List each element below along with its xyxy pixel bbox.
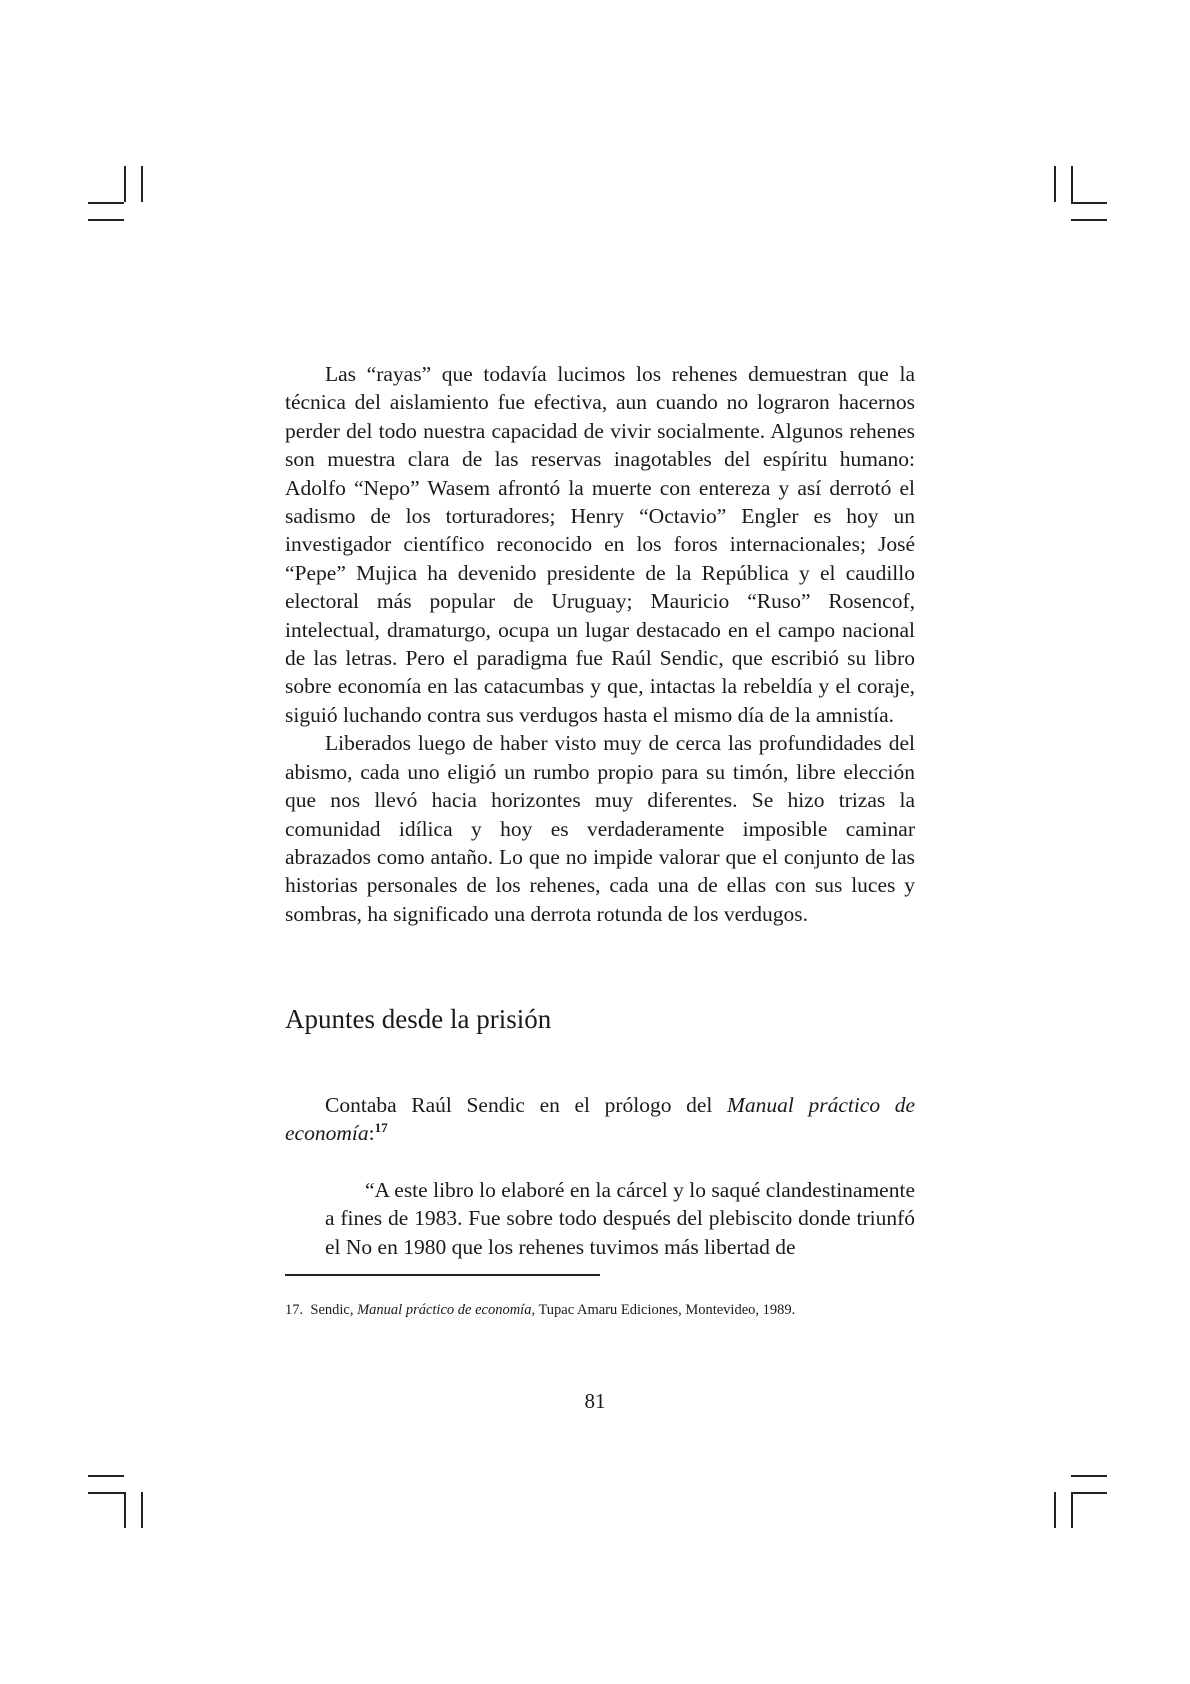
crop-mark-top-left-h2 xyxy=(88,219,124,221)
crop-mark-top-left-h xyxy=(88,202,124,204)
crop-mark-bottom-left-h2 xyxy=(88,1475,124,1477)
footnote-number: 17. xyxy=(285,1302,304,1318)
crop-mark-bottom-left-v1 xyxy=(124,1492,126,1528)
crop-mark-top-right-v2 xyxy=(1071,166,1073,202)
body-paragraph-2: Liberados luego de haber visto muy de cerca las profundidades del abismo, cada uno eligió un rumbo propio para su timón, libre elección que nos llevó hacia horizontes muy diferentes. Se hizo trizas la comunidad idílica y hoy es verdaderamente imposible caminar abrazados como antaño. Lo que no impide valorar que el conjunto de las historias personales de los rehenes, cada una de ellas con sus luces y sombras, ha significado una derrota rotunda de los verdugos. xyxy=(285,731,915,926)
page-number: 81 xyxy=(584,1389,606,1413)
footnote-title: Manual práctico de economía xyxy=(357,1302,532,1318)
crop-mark-bottom-right-v2 xyxy=(1071,1492,1073,1528)
footnote-rest: , Tupac Amaru Ediciones, Montevideo, 1989. xyxy=(531,1302,796,1318)
intro-colon: : xyxy=(368,1121,375,1146)
section-intro xyxy=(285,1091,915,1148)
body-paragraph-1: Las “rayas” que todavía lucimos los rehenes demuestran que la técnica del aislamiento fue efectiva, aun cuando no lograron hacernos perder del todo nuestra capacidad de vivir socialmente. Algunos rehenes son muestra clara de las reservas inagotables del espíritu humano: Adolfo “Nepo” Wasem afrontó la muerte con entereza y así derrotó el sadismo de los torturadores; Henry “Octavio” Engler es hoy un investigador científico reconocido en los foros internacionales; José “Pepe” Mujica ha devenido presidente de la República y el caudillo electoral más popular de Uruguay; Mauricio “Ruso” Rosencof, intelectual, dramaturgo, ocupa un lugar destacado en el campo nacional de las letras. Pero el paradigma fue Raúl Sendic, que escribió su libro sobre economía en las catacumbas y que, intactas la rebeldía y el coraje, siguió luchando contra sus verdugos hasta el mismo día de la amnistía. xyxy=(285,362,915,727)
body-text xyxy=(285,360,915,928)
crop-mark-bottom-right-h2 xyxy=(1071,1475,1107,1477)
footnote-reference[interactable]: 17 xyxy=(374,1120,388,1136)
block-quote: “A este libro lo elaboré en la cárcel y lo saqué clandestinamente a fines de 1983. Fue sobre todo después del plebiscito donde triunfó el No en 1980 que los rehenes tuvimos más libertad de xyxy=(325,1178,915,1259)
footnote-rule xyxy=(285,1274,600,1276)
crop-mark-bottom-right-v1 xyxy=(1054,1492,1056,1528)
crop-mark-bottom-left-h xyxy=(88,1492,124,1494)
intro-book-title: Manual práctico de economía xyxy=(285,1093,916,1146)
intro-text: Contaba Raúl Sendic en el prólogo del xyxy=(325,1093,713,1117)
crop-mark-top-left-v1 xyxy=(124,166,126,202)
crop-mark-top-right-h2 xyxy=(1071,219,1107,221)
footnote-author: Sendic, xyxy=(310,1302,354,1318)
crop-mark-bottom-left-v2 xyxy=(141,1492,143,1528)
crop-mark-top-left-v2 xyxy=(141,166,143,202)
section-heading: Apuntes desde la prisión xyxy=(285,1004,552,1034)
crop-mark-bottom-right-h xyxy=(1071,1492,1107,1494)
crop-mark-top-right-h xyxy=(1071,202,1107,204)
footnote xyxy=(285,1300,915,1320)
crop-mark-top-right-v1 xyxy=(1054,166,1056,202)
